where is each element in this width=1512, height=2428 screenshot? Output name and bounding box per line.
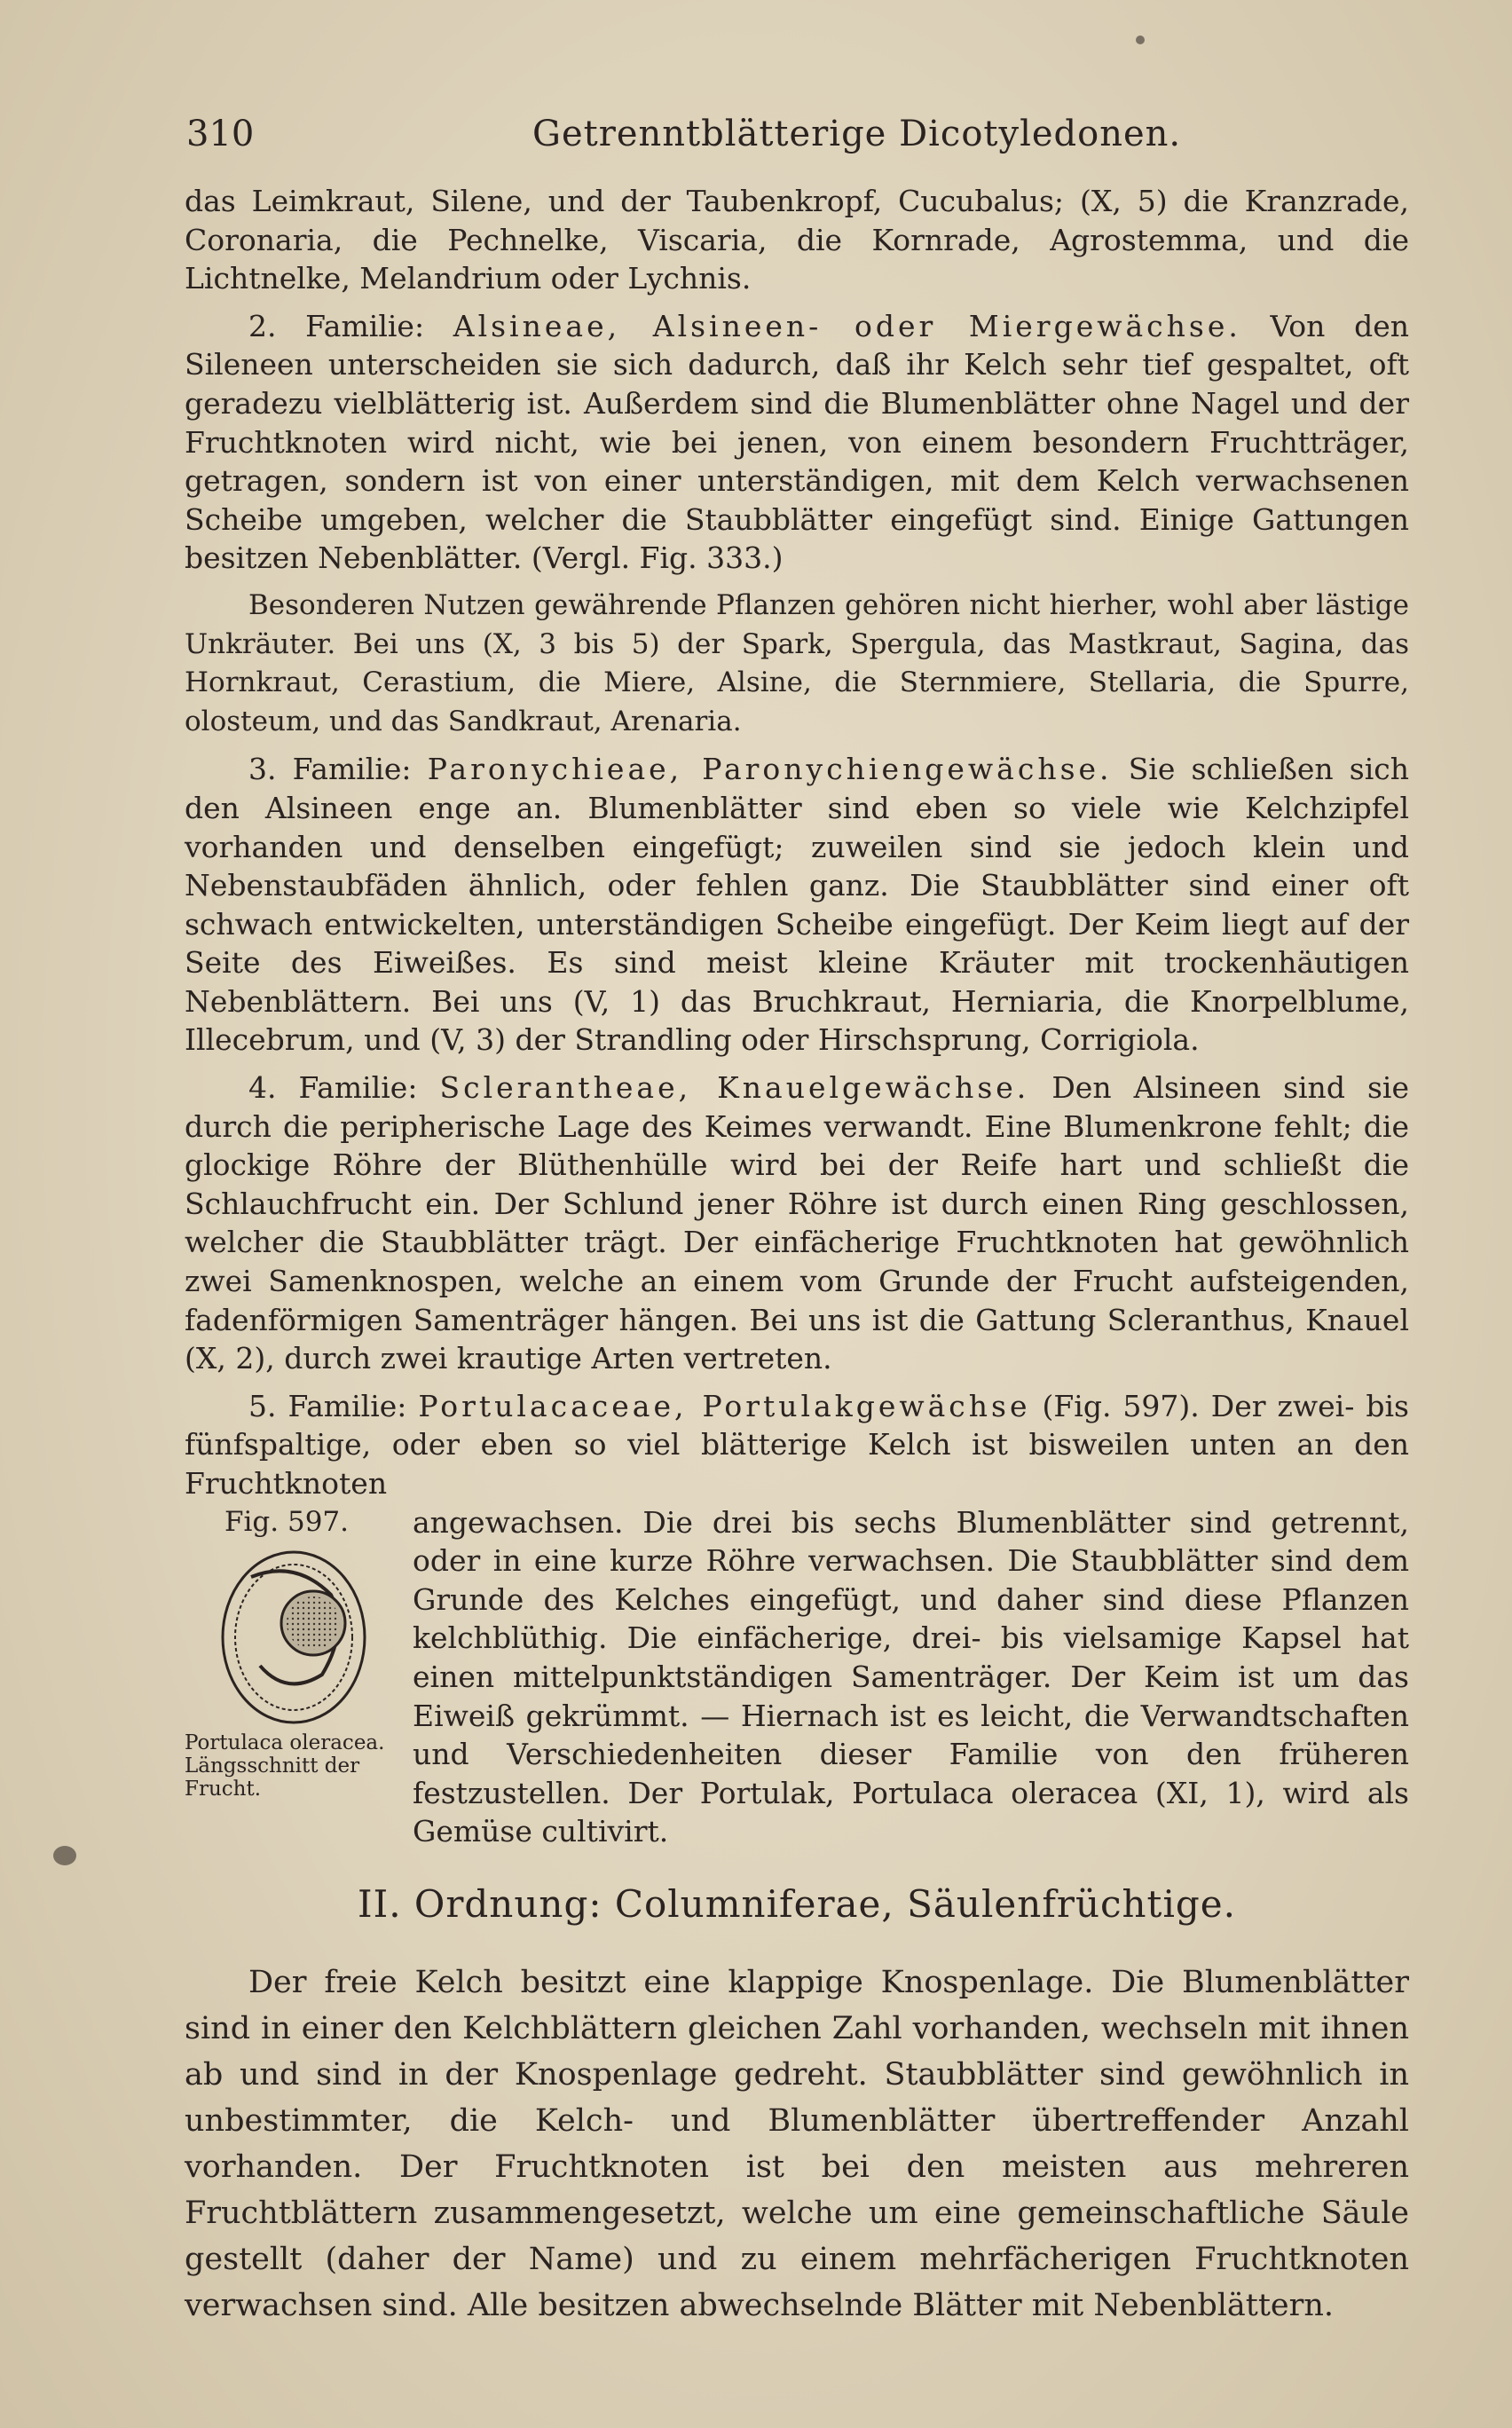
family-text: Von den Sileneen unterscheiden sie sich dadurch, daß ihr Kelch sehr tief gespaltet, oft geradezu vielblätterig ist. Außerdem sind die Blumenblätter ohne Nagel und der Fruchtknoten wird nicht, wie bei jenen, von einem besondern Fruchtträger, getragen, sondern ist von einer unterständigen, mit dem Kelch verwachsenen Scheibe umgeben, welcher die Staubblätter eingefügt sind. Einige Gattungen besitzen Nebenblätter. (Vergl. Fig. 333.) (185, 308, 1409, 576)
ink-spot (1136, 35, 1145, 44)
portulaca-fruit-illustration (216, 1541, 375, 1728)
family-number: 3. Familie: (248, 752, 412, 787)
order-heading: II. Ordnung: Columniferae, Säulenfrüchtige. (358, 1881, 1236, 1926)
family-number: 2. Familie: (248, 308, 425, 343)
figure-caption: Portulaca oleracea. Längsschnitt der Frucht. (185, 1730, 385, 1801)
figure-597 (185, 1503, 402, 1801)
family-text: Den Alsineen sind sie durch die peripherische Lage des Keimes verwandt. Eine Blumenkrone fehlt; die glockige Röhre der Blüthenhülle wird bei der Reife hart und schließt die Schlauchfrucht ein. Der Schlund jener Röhre ist durch einen Ring geschlossen, welcher die Staubblätter trägt. Der einfächerige Fruchtknoten hat gewöhnlich zwei Samenknospen, welche an einem vom Grunde der Frucht aufsteigenden, fadenförmigen Samenträger hängen. Bei uns ist die Gattung Scleranthus, Knauel (X, 2), durch zwei krautige Arten vertreten. (185, 1070, 1409, 1376)
family-name: Portulacaceae, Portulakgewächse (418, 1388, 1031, 1423)
figure-block (185, 1503, 1409, 1851)
family-number: 5. Familie: (248, 1388, 407, 1423)
paragraph-columniferae: Der freie Kelch besitzt eine klappige Knospenlage. Die Blumenblätter sind in einer den Kelchblättern gleichen Zahl vorhanden, wechseln mit ihnen ab und sind in der Knospenlage gedreht. Staubblätter sind gewöhnlich in unbestimmter, die Kelch- und Blumenblätter übertreffender Anzahl vorhanden. Der Fruchtknoten ist bei den meisten aus mehreren Fruchtblättern zusammengesetzt, welche um eine gemeinschaftliche Säule gestellt (daher der Name) und zu einem mehrfächerigen Fruchtknoten verwachsen sind. Alle besitzen abwechselnde Blätter mit Nebenblättern. (185, 1964, 1409, 2323)
paragraph-alsineae (185, 307, 1409, 578)
family-text: Sie schließen sich den Alsineen enge an. Blumenblätter sind eben so viele wie Kelchzipfel vorhanden und denselben eingefügt; zuweilen sind sie jedoch klein und Nebenstaubfäden ähnlich, oder fehlen ganz. Die Staubblätter sind einer oft schwach entwickelten, unterständigen Scheibe eingefügt. Der Keim liegt auf der Seite des Eiweißes. Es sind meist kleine Kräuter mit trockenhäutigen Nebenblättern. Bei uns (V, 1) das Bruchkraut, Herniaria, die Knorpelblume, Illecebrum, und (V, 3) der Strandling oder Hirschsprung, Corrigiola. (185, 752, 1409, 1058)
paragraph-sileneae-end: das Leimkraut, Silene, und der Taubenkropf, Cucubalus; (X, 5) die Kranzrade, Coronaria, die Pechnelke, Viscaria, die Kornrade, Agrostemma, und die Lichtnelke, Melandrium oder Lychnis. (185, 184, 1409, 296)
ink-spot (53, 1846, 76, 1865)
paragraph-alsineae-notes: Besonderen Nutzen gewährende Pflanzen gehören nicht hierher, wohl aber lästige Unkräuter. Bei uns (X, 3 bis 5) der Spark, Spergula, das Mastkraut, Sagina, das Hornkraut, Cerastium, die Miere, Alsine, die Sternmiere, Stellaria, die Spurre, olosteum, und das Sandkraut, Arenaria. (185, 588, 1409, 737)
page-header (186, 114, 1340, 167)
page-number: 310 (186, 114, 255, 154)
family-number: 4. Familie: (248, 1070, 418, 1106)
paragraph-scleranthеae (185, 1068, 1409, 1378)
family-name: Scleranthеae, Knauelgewächse. (439, 1070, 1030, 1106)
family-name: Paronychieae, Paronychiengewächse. (427, 752, 1113, 787)
paragraph-portulacaceae (185, 1387, 1409, 1503)
figure-label: Fig. 597. (224, 1505, 349, 1538)
family-text: (Fig. 597). Der zwei- bis fünfspaltige, oder eben so viel blätterige Kelch ist bisweilen unten an den Fruchtknoten (185, 1388, 1409, 1501)
running-head: Getrenntblätterige Dicotyledonen. (532, 114, 1182, 154)
paragraph-paronychieae (185, 750, 1409, 1060)
paragraph-portulacaceae-continued: angewachsen. Die drei bis sechs Blumenblätter sind getrennt, oder in eine kurze Röhre verwachsen. Die Staubblätter sind dem Grunde des Kelches eingefügt, und daher sind diese Pflanzen kelchblüthig. Die einfächerige, drei- bis vielsamige Kapsel hat einen mittelpunktständigen Samenträger. Der Keim ist um das Eiweiß gekrümmt. — Hiernach ist es leicht, die Verwandtschaften und Verschiedenheiten dieser Familie von den früheren festzustellen. Der Portulak, Portulaca oleracea (XI, 1), wird als Gemüse cultivirt. (413, 1504, 1409, 1849)
family-name: Alsineae, Alsineen- oder Miergewächse. (453, 308, 1241, 343)
page-body (185, 182, 1409, 2337)
